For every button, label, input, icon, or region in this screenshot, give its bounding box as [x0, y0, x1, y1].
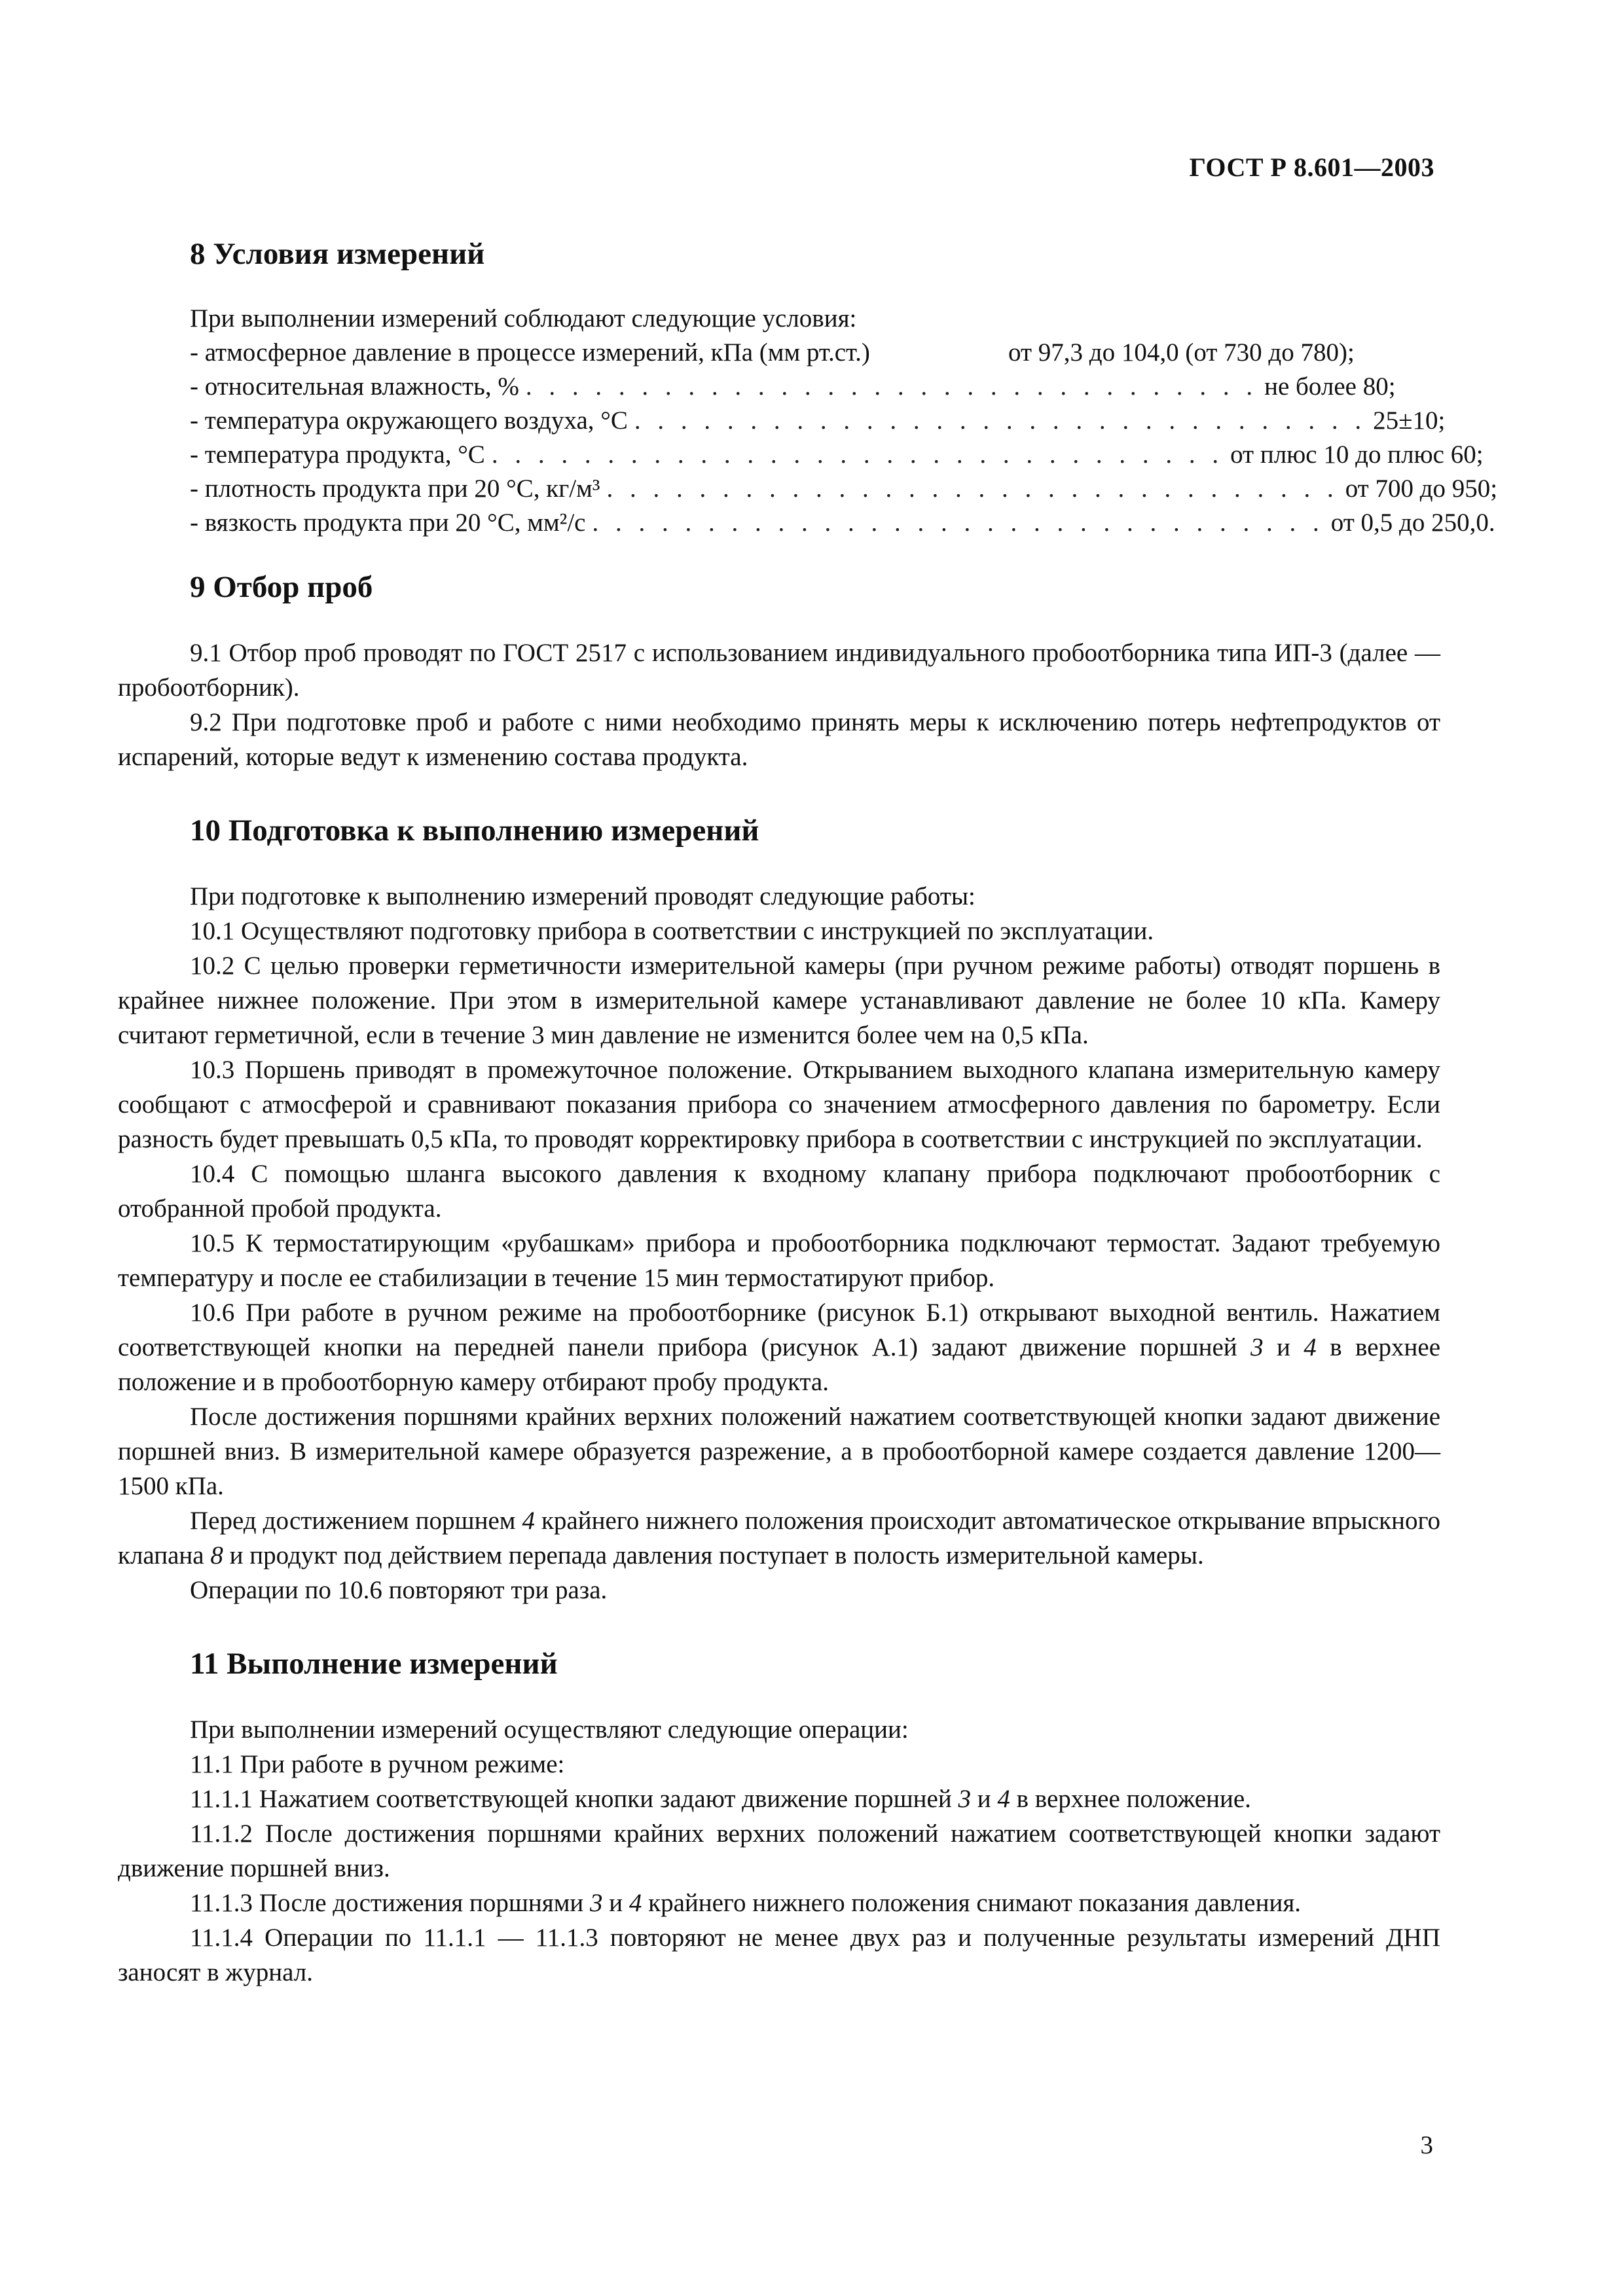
condition-row	[118, 336, 1440, 370]
paragraph-10-6	[118, 1295, 1440, 1399]
paragraph-11-1-3	[118, 1886, 1440, 1920]
piston-ref: 4	[522, 1507, 535, 1535]
text-run: в верхнее положение и в пробоотборную камеру отбирают пробу продукта.	[118, 1333, 1441, 1396]
section-9-title: 9 Отбор проб	[190, 570, 373, 604]
section-10-intro: При подготовке к выполнению измерений проводят следующие работы:	[190, 882, 976, 910]
piston-ref: 3	[1250, 1333, 1264, 1361]
paragraph-10-3: 10.3 Поршень приводят в промежуточное положение. Открыванием выходного клапана измерительную камеру сообщают с атмосферой и сравнивают показания прибора со значением атмосферного давления по барометру. Если разность будет превышать 0,5 кПа, то проводят корректировку прибора в соответствии с инструкцией по эксплуатации.	[118, 1056, 1440, 1153]
text-run: в верхнее положение.	[1010, 1785, 1251, 1813]
piston-ref: 3	[958, 1785, 971, 1813]
leader-dots: . . . . . . . . . . . . . . . . . . . . . . . . . . . . . . . .	[592, 509, 1324, 537]
condition-label: - температура окружающего воздуха, °С	[190, 406, 628, 435]
paragraph-11-1-4: 11.1.4 Операции по 11.1.1 — 11.1.3 повторяют не менее двух раз и полученные результаты измерений ДНП заносят в журнал.	[118, 1924, 1440, 1986]
paragraph-10-5: 10.5 К термостатирующим «рубашкам» прибора и пробоотборника подключают термостат. Задают требуемую температуру и после ее стабилизации в течение 15 мин термостатируют прибор.	[118, 1229, 1440, 1292]
text-run: и продукт под действием перепада давления поступает в полость измерительной камеры.	[223, 1541, 1204, 1570]
paragraph-11-1: 11.1 При работе в ручном режиме:	[190, 1750, 565, 1778]
section-11-intro: При выполнении измерений осуществляют следующие операции:	[190, 1715, 909, 1744]
page-number: 3	[1420, 2131, 1433, 2159]
condition-value: от 97,3 до 104,0 (от 730 до 780);	[1008, 338, 1355, 367]
condition-value: 25±10;	[1373, 406, 1446, 435]
condition-row	[118, 506, 1495, 540]
text-run: крайнего нижнего положения происходит автоматическое открывание впрыскного клапана	[118, 1507, 1440, 1570]
piston-ref: 4	[1304, 1333, 1317, 1361]
condition-row	[118, 404, 1446, 438]
condition-value: не более 80;	[1264, 372, 1396, 401]
condition-value: от 0,5 до 250,0.	[1330, 509, 1495, 537]
paragraph-11-1-1	[118, 1782, 1440, 1816]
text-run: крайнего нижнего положения снимают показания давления.	[642, 1889, 1302, 1917]
condition-label: - плотность продукта при 20 °С, кг/м³	[190, 475, 600, 503]
document-id-header: ГОСТ Р 8.601—2003	[1189, 152, 1434, 182]
leader-dots: . . . . . . . . . . . . . . . . . . . . . . . . . . . . . . . .	[606, 475, 1339, 503]
condition-value: от 700 до 950;	[1345, 475, 1498, 503]
text-run: 10.6 При работе в ручном режиме на пробоотборнике (рисунок Б.1) открывают выходной вентиль. Нажатием соответствующей кнопки на передней панели прибора (рисунок А.1) задают движение поршней	[118, 1299, 1440, 1361]
paragraph-11-1-2: 11.1.2 После достижения поршнями крайних верхних положений нажатием соответствующей кнопки задают движение поршней вниз.	[118, 1820, 1440, 1882]
condition-row	[118, 438, 1484, 472]
section-11-title: 11 Выполнение измерений	[190, 1647, 558, 1681]
paragraph-10-6-repeat: Операции по 10.6 повторяют три раза.	[190, 1576, 608, 1604]
paragraph-10-4: 10.4 С помощью шланга высокого давления к входному клапану прибора подключают пробоотборник с отобранной пробой продукта.	[118, 1160, 1440, 1223]
leader-dots: . . . . . . . . . . . . . . . . . . . . . . . . . . . . . . . .	[525, 372, 1258, 401]
paragraph-10-1: 10.1 Осуществляют подготовку прибора в соответствии с инструкцией по эксплуатации.	[190, 917, 1154, 945]
valve-ref: 8	[210, 1541, 223, 1570]
section-8-title: 8 Условия измерений	[190, 237, 485, 271]
piston-ref: 3	[590, 1889, 603, 1917]
paragraph-10-2: 10.2 С целью проверки герметичности измерительной камеры (при ручном режиме работы) отводят поршень в крайнее нижнее положение. При этом в измерительной камере устанавливают давление не более 10 кПа. Камеру считают герметичной, если в течение 3 мин давление не изменится более чем на 0,5 кПа.	[118, 952, 1440, 1049]
condition-row	[118, 370, 1440, 404]
document-body	[118, 223, 1498, 1990]
text-run: 11.1.1 Нажатием соответствующей кнопки задают движение поршней	[190, 1785, 958, 1813]
leader-dots: . . . . . . . . . . . . . . . . . . . . . . . . . . . . . . . .	[634, 406, 1367, 435]
leader-dots: . . . . . . . . . . . . . . . . . . . . . . . . . . . . . . . .	[491, 440, 1224, 469]
condition-value: от плюс 10 до плюс 60;	[1230, 440, 1484, 469]
text-run: и	[1263, 1333, 1304, 1361]
text-run: Перед достижением поршнем	[190, 1507, 522, 1535]
text-run: 11.1.3 После достижения поршнями	[190, 1889, 590, 1917]
paragraph-10-6-cont: После достижения поршнями крайних верхних положений нажатием соответствующей кнопки задают движение поршней вниз. В измерительной камере образуется разрежение, а в пробоотборной камере создается давление 1200—1500 кПа.	[118, 1403, 1440, 1500]
paragraph-10-6-valve	[118, 1503, 1440, 1573]
condition-row	[118, 472, 1498, 506]
condition-label: - относительная влажность, %	[190, 372, 519, 401]
piston-ref: 4	[629, 1889, 642, 1917]
condition-label: - вязкость продукта при 20 °С, мм²/с	[190, 509, 586, 537]
section-10-title: 10 Подготовка к выполнению измерений	[190, 814, 759, 848]
conditions-list	[118, 336, 1498, 540]
section-8-intro: При выполнении измерений соблюдают следующие условия:	[190, 304, 857, 332]
text-run: и	[602, 1889, 629, 1917]
piston-ref: 4	[997, 1785, 1010, 1813]
text-run: и	[971, 1785, 998, 1813]
paragraph-9-1: 9.1 Отбор проб проводят по ГОСТ 2517 с использованием индивидуального пробоотборника типа ИП-3 (далее — пробоотборник).	[118, 639, 1440, 702]
condition-label: - температура продукта, °С	[190, 440, 485, 469]
paragraph-9-2: 9.2 При подготовке проб и работе с ними необходимо принять меры к исключению потерь нефтепродуктов от испарений, которые ведут к изменению состава продукта.	[118, 708, 1440, 771]
condition-label: - атмосферное давление в процессе измерений, кПа (мм рт.ст.)	[190, 338, 870, 367]
